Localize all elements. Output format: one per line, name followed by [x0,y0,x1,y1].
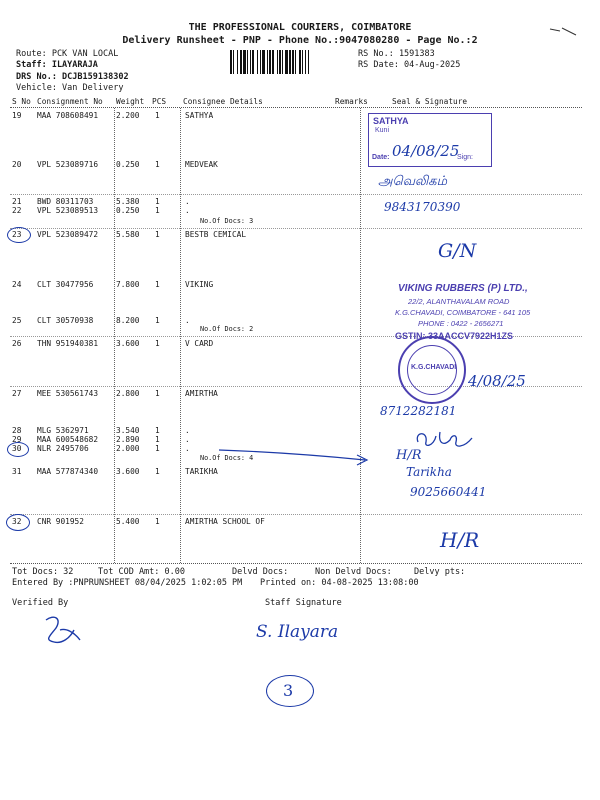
table-row: 20 VPL 523089716 0.250 1 MEDVEAK [12,160,218,169]
table-row: 21 BWD 80311703 5.380 1 . [12,197,190,206]
table-row: 32 CNR 901952 5.400 1 AMIRTHA SCHOOL OF [12,517,265,526]
handwritten-hr: H/R [396,448,422,463]
handwritten-gn: G/N [438,240,477,262]
staff-signature-label: Staff Signature [265,598,342,608]
handwritten-phone: 8712282181 [380,404,457,418]
arrow-mark [215,446,375,470]
viking-stamp-name: VIKING RUBBERS (P) LTD., [398,283,528,294]
row-rule [10,514,582,515]
no-of-docs: No.Of Docs: 3 [200,217,254,225]
round-seal: K.G.CHAVADI [398,336,466,404]
no-of-docs: No.Of Docs: 4 [200,454,254,462]
handwritten-phone: 9025660441 [410,485,487,499]
no-of-docs: No.Of Docs: 2 [200,325,254,333]
handwritten-phone: 9843170390 [384,200,461,214]
runsheet-title: THE PROFESSIONAL COURIERS, COIMBATORE [188,22,412,33]
col-details: Consignee Details [183,97,263,106]
row-mark-circle [7,442,29,457]
entered-by: Entered By :PNPRUNSHEET 08/04/2025 1:02:05 PM [12,578,243,588]
non-delivered-docs: Non Delvd Docs: [315,567,392,577]
route: Route: PCK VAN LOCAL [16,49,119,59]
table-row: 28 MLG 5362971 3.540 1 . [12,426,190,435]
handwritten-hr: H/R [440,528,480,552]
gstin-stamp: GSTIN: 33AACCV7922H1ZS [395,331,514,341]
table-row: 19 MAA 708608491 2.200 1 SATHYA [12,111,214,120]
total-docs: Tot Docs: 32 [12,567,74,577]
table-row: 30 NLR 2495706 2.000 1 . [12,444,190,453]
table-row: 24 CLT 30477956 7.800 1 VIKING [12,280,214,289]
runsheet-subtitle: Delivery Runsheet - PNP - Phone No.:9047080280 - Page No.:2 [122,35,478,46]
corner-mark [548,22,578,32]
signature-scribble [412,426,482,452]
barcode [230,50,352,74]
row-rule [10,228,582,229]
header-rule [10,107,582,108]
table-row: 22 VPL 523089513 0.250 1 . [12,206,190,215]
vehicle: Vehicle: Van Delivery [16,83,124,93]
rs-date: RS Date: 04-Aug-2025 [358,60,461,70]
table-bottom-rule [10,563,582,564]
table-row: 23 VPL 523089472 5.580 1 BESTB CEMICAL [12,230,247,239]
total-cod: Tot COD Amt: 0.00 [98,567,185,577]
table-row: 26 THN 951940381 3.600 1 V CARD [12,339,214,348]
delivery-points: Delvy pts: [414,567,466,577]
table-row: 31 MAA 577874340 3.600 1 TARIKHA [12,467,218,476]
table-row: 27 MEE 530561743 2.800 1 AMIRTHA [12,389,218,398]
col-sno: S No [12,97,31,106]
table-row: 25 CLT 30570938 8.200 1 . [12,316,190,325]
drs-no: DRS No.: DCJB159138302 [16,72,129,82]
verified-by-label: Verified By [12,598,69,608]
handwritten-tamil-name: அவெலிகம் [378,174,448,189]
page-mark-circle: 3 [266,675,314,707]
col-consignment: Consignment No [37,97,103,106]
sathya-stamp: SATHYA Kuni Date: Sign: [368,113,492,167]
table-row: 29 MAA 600548682 2.890 1 . [12,435,190,444]
viking-stamp-phone: PHONE : 0422 - 2656271 [418,319,504,328]
verifier-signature [40,610,86,650]
staff-signature: S. Ilayara [256,622,339,642]
row-rule [10,194,582,195]
col-remarks: Remarks [335,97,368,106]
col-weight: Weight [116,97,145,106]
delivered-docs: Delvd Docs: [232,567,289,577]
col-pcs: PCS [152,97,167,106]
printed-on: Printed on: 04-08-2025 13:08:00 [260,578,419,588]
handwritten-date: 04/08/25 [392,142,460,160]
staff: Staff: ILAYARAJA [16,60,98,70]
rs-no: RS No.: 1591383 [358,49,435,59]
viking-stamp-address: 22/2, ALANTHAVALAM ROAD [408,297,510,306]
handwritten-tarikha: Tarikha [406,465,452,479]
row-mark-circle [6,514,30,531]
viking-stamp-address: K.G.CHAVADI, COIMBATORE - 641 105 [395,308,531,317]
handwritten-date: 4/08/25 [468,372,526,390]
row-mark-circle [7,227,31,243]
col-seal: Seal & Signature [392,97,468,106]
